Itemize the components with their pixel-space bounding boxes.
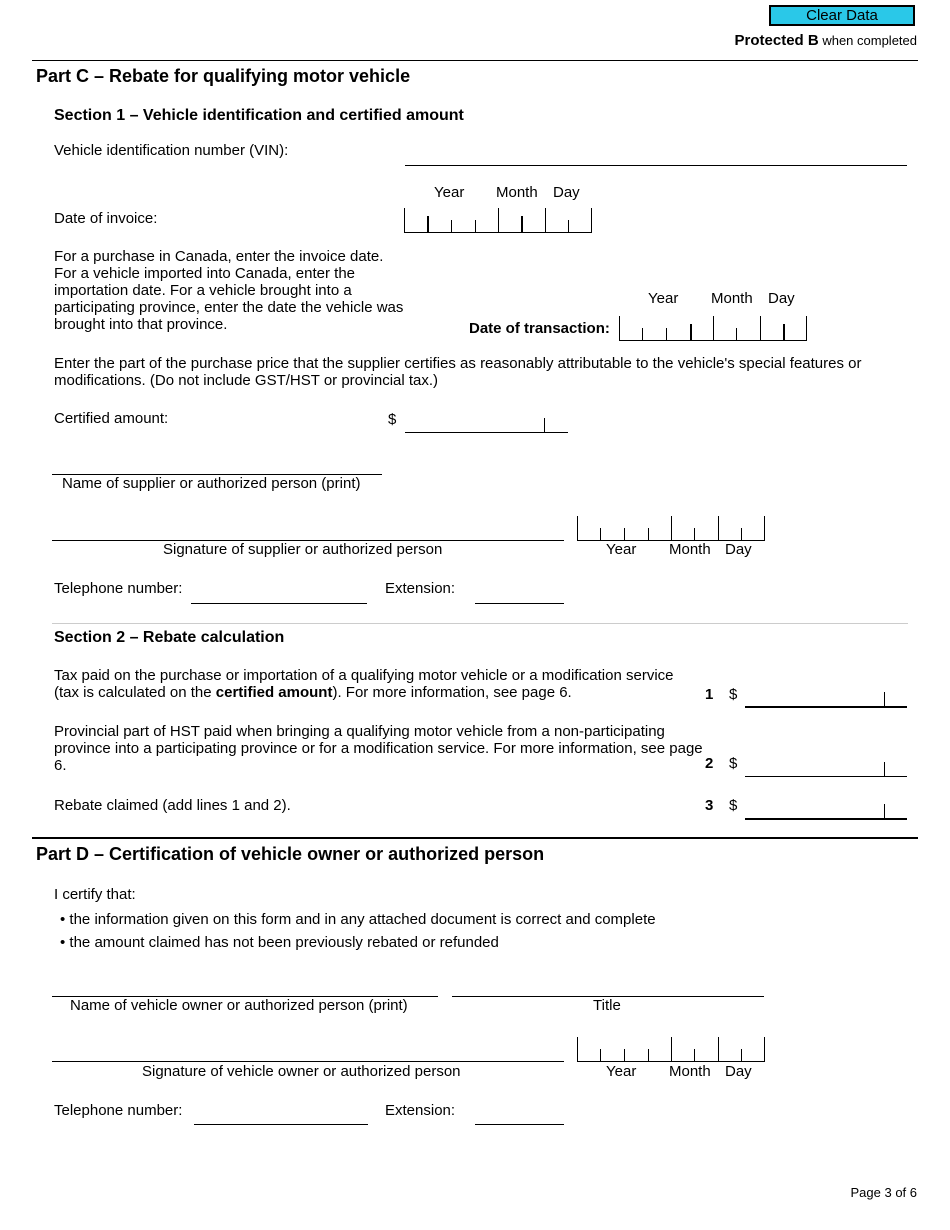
dollar-sign: $ <box>388 411 397 428</box>
supplier-month-label: Month <box>669 541 711 558</box>
certify-label: I certify that: <box>54 886 136 903</box>
supplier-day-label: Day <box>725 541 752 558</box>
line2-amount-input[interactable] <box>745 758 907 777</box>
line1-dollar: $ <box>729 686 738 703</box>
invoice-note: For a purchase in Canada, enter the invoice date. For a vehicle imported into Canada, enter the importation date. For a vehicle brought into a participating province, enter the date the vehicle was brought into that province. <box>54 248 404 333</box>
line1-number: 1 <box>705 686 714 703</box>
line1-pre: (tax is calculated on the <box>54 684 216 701</box>
certified-amount-input[interactable] <box>405 414 568 433</box>
section-1-title: Section 1 – Vehicle identification and certified amount <box>54 107 464 124</box>
part-c-title: Part C – Rebate for qualifying motor vehicle <box>36 66 411 86</box>
section-divider <box>52 623 908 624</box>
line3-text: Rebate claimed (add lines 1 and 2). <box>54 797 291 814</box>
divider <box>32 60 918 61</box>
owner-signature-label: Signature of vehicle owner or authorized person <box>142 1063 461 1080</box>
line2-text: Provincial part of HST paid when bringing a qualifying motor vehicle from a non-participating province into a participating province or for a modification service. For more information, see page 6. <box>54 723 703 774</box>
supplier-year-label: Year <box>606 541 637 558</box>
bullet-1-text: the information given on this form and in any attached document is correct and complete <box>69 911 656 928</box>
line3-amount-input[interactable] <box>745 800 907 820</box>
vin-input[interactable] <box>405 147 907 166</box>
owner-name-label: Name of vehicle owner or authorized person (print) <box>70 997 408 1014</box>
transaction-date-label: Date of transaction: <box>469 320 610 337</box>
line2-number: 2 <box>705 755 714 772</box>
extension-input[interactable] <box>475 585 564 604</box>
supplier-name-label: Name of supplier or authorized person (print) <box>62 475 361 492</box>
vin-label: Vehicle identification number (VIN): <box>54 142 289 159</box>
telephone-label: Telephone number: <box>54 580 183 597</box>
invoice-year-header: Year <box>434 184 465 201</box>
line3-dollar: $ <box>729 797 738 814</box>
section-2-title: Section 2 – Rebate calculation <box>54 629 285 646</box>
owner-title-label: Title <box>593 997 621 1014</box>
extension-label: Extension: <box>385 580 456 597</box>
owner-extension-input[interactable] <box>475 1106 564 1125</box>
certified-amount-label: Certified amount: <box>54 410 169 427</box>
supplier-date-input[interactable] <box>577 516 765 540</box>
clear-data-button[interactable]: Clear Data <box>769 5 915 26</box>
bullet-1: • the information given on this form and in any attached document is correct and complete <box>60 911 656 928</box>
owner-extension-label: Extension: <box>385 1102 456 1119</box>
telephone-input[interactable] <box>191 585 367 604</box>
line3-number: 3 <box>705 797 714 814</box>
line1-text-a: Tax paid on the purchase or importation of a qualifying motor vehicle or a modification service <box>54 667 674 684</box>
owner-telephone-input[interactable] <box>194 1106 368 1125</box>
line1-amount-input[interactable] <box>745 688 907 708</box>
line1-text-b <box>54 684 714 701</box>
owner-month-label: Month <box>669 1063 711 1080</box>
bullet-2: • the amount claimed has not been previously rebated or refunded <box>60 934 499 951</box>
protected-label: Protected B <box>734 32 819 49</box>
line1-text <box>54 667 714 701</box>
invoice-date-label: Date of invoice: <box>54 210 158 227</box>
invoice-date-input[interactable] <box>404 208 592 232</box>
owner-telephone-label: Telephone number: <box>54 1102 183 1119</box>
bullet-2-text: the amount claimed has not been previously rebated or refunded <box>69 934 499 951</box>
transaction-month-header: Month <box>711 290 753 307</box>
owner-year-label: Year <box>606 1063 637 1080</box>
line2-dollar: $ <box>729 755 738 772</box>
line1-post: ). For more information, see page 6. <box>332 684 572 701</box>
protected-rest: when completed <box>818 33 917 48</box>
protected-notice <box>600 32 917 49</box>
owner-signature-line[interactable] <box>52 1061 564 1062</box>
page-number: Page 3 of 6 <box>850 1185 917 1200</box>
transaction-date-input[interactable] <box>619 316 807 340</box>
invoice-day-header: Day <box>553 184 580 201</box>
line1-bold: certified amount <box>215 684 333 701</box>
part-d-title: Part D – Certification of vehicle owner or authorized person <box>36 844 545 864</box>
supplier-signature-label: Signature of supplier or authorized person <box>163 541 443 558</box>
owner-day-label: Day <box>725 1063 752 1080</box>
transaction-day-header: Day <box>768 290 795 307</box>
part-divider <box>32 837 918 839</box>
transaction-year-header: Year <box>648 290 679 307</box>
owner-date-input[interactable] <box>577 1037 765 1061</box>
invoice-month-header: Month <box>496 184 538 201</box>
certified-instruction: Enter the part of the purchase price that the supplier certifies as reasonably attributable to the vehicle's special features or modifications. (Do not include GST/HST or provincial tax.) <box>54 355 862 389</box>
